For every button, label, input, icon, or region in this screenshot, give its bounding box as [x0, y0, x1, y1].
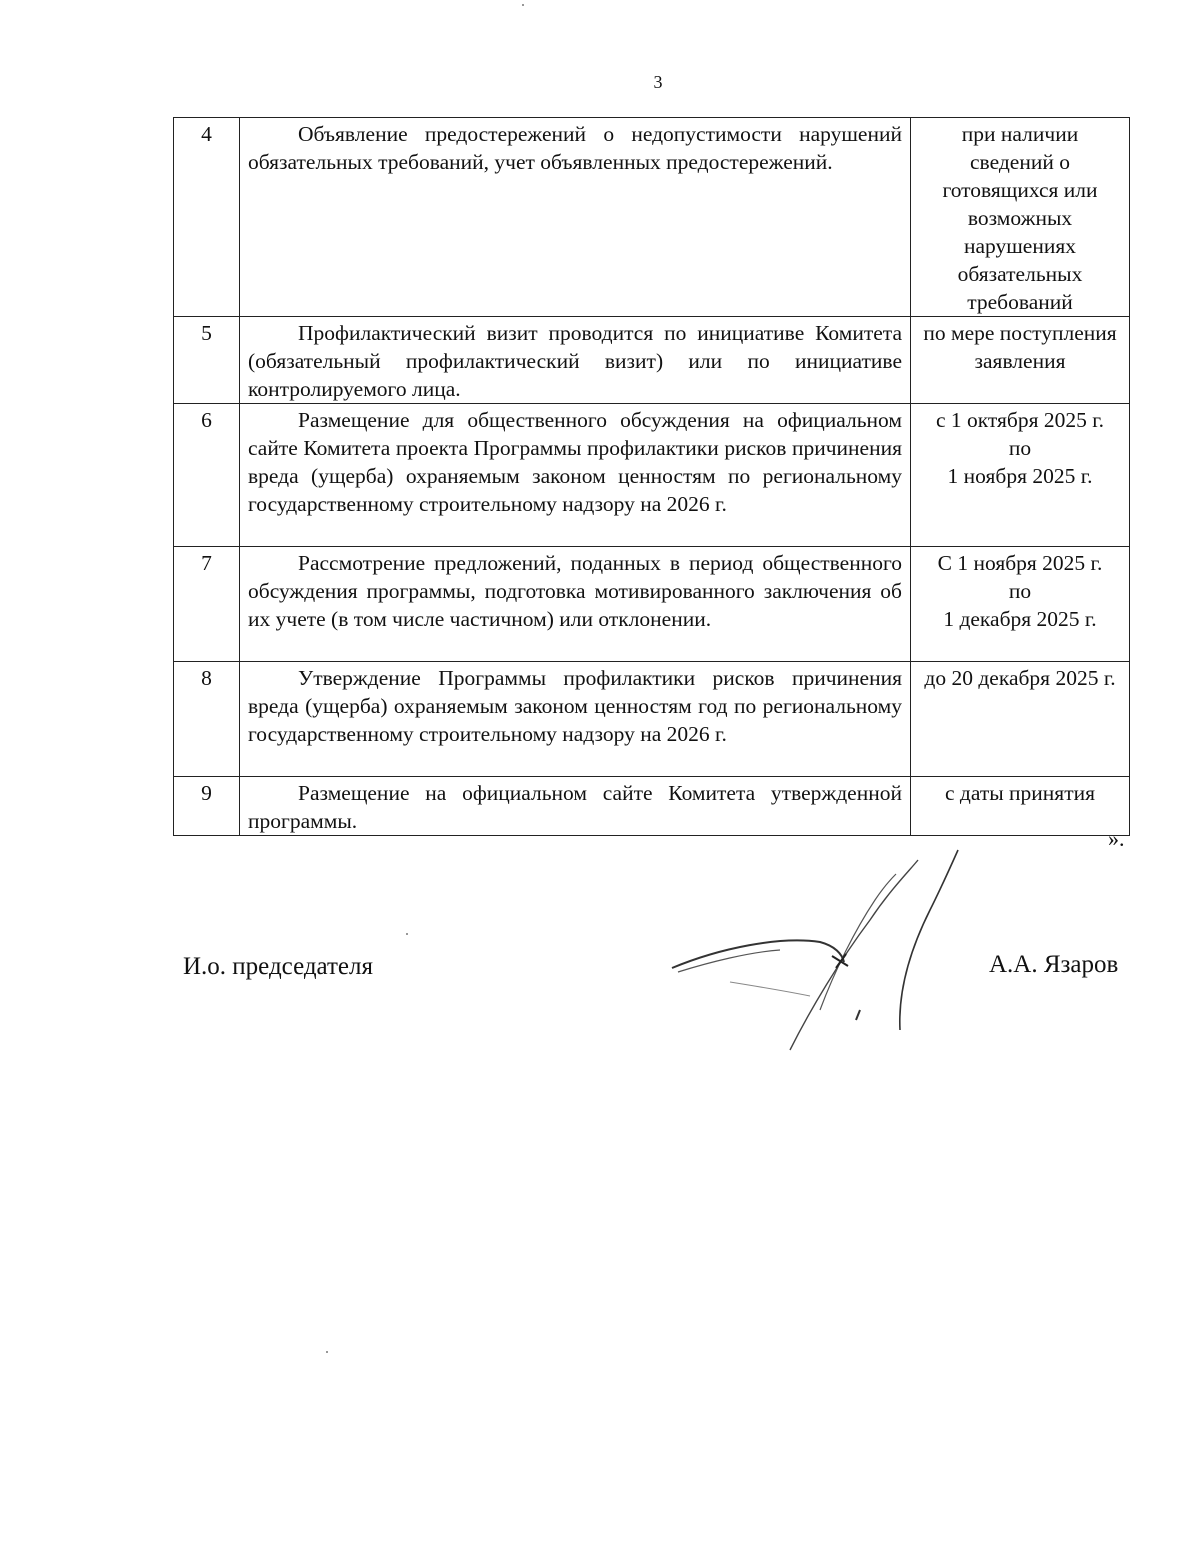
row-number: 9 [174, 777, 240, 836]
page-number: 3 [653, 72, 663, 92]
row-term: при наличии сведений о готовящихся или возможных нарушениях обязательных требований [911, 118, 1130, 317]
scan-speck [326, 1351, 328, 1353]
signatory-position: И.о. председателя [183, 953, 374, 980]
closing-quote: ». [1108, 826, 1125, 851]
row-description: Профилактический визит проводится по инициативе Комитета (обязательный профилактический визит) или по инициативе контролируемого лица. [240, 317, 911, 404]
term-end: 1 декабря 2025 г. [943, 607, 1097, 631]
row-number: 8 [174, 662, 240, 777]
table-row [174, 547, 1130, 662]
row-description: Объявление предостережений о недопустимости нарушений обязательных требований, учет объявленных предостережений. [240, 118, 911, 317]
row-term [911, 404, 1130, 547]
row-number: 5 [174, 317, 240, 404]
row-term: до 20 декабря 2025 г. [911, 662, 1130, 777]
row-description: Рассмотрение предложений, поданных в период общественного обсуждения программы, подготовка мотивированного заключения об их учете (в том числе частичном) или отклонении. [240, 547, 911, 662]
row-number: 4 [174, 118, 240, 317]
term-start: С 1 ноября 2025 г. [937, 551, 1103, 575]
row-term [911, 547, 1130, 662]
handwritten-signature [660, 840, 980, 1060]
row-description: Утверждение Программы профилактики рисков причинения вреда (ущерба) охраняемым законом ценностям год по региональному государственному строительному надзору на 2026 г. [240, 662, 911, 777]
term-separator: по [1008, 579, 1032, 603]
row-number: 7 [174, 547, 240, 662]
scan-speck [522, 4, 524, 6]
row-description: Размещение на официальном сайте Комитета утвержденной программы. [240, 777, 911, 836]
table-row [174, 662, 1130, 777]
table-row [174, 118, 1130, 317]
table-row [174, 777, 1130, 836]
row-term: по мере поступления заявления [911, 317, 1130, 404]
row-term: с даты принятия [911, 777, 1130, 836]
signatory-name: А.А. Язаров [989, 951, 1119, 978]
table-row [174, 404, 1130, 547]
scan-speck [406, 933, 408, 935]
row-description: Размещение для общественного обсуждения на официальном сайте Комитета проекта Программы профилактики рисков причинения вреда (ущерба) охраняемым законом ценностям по региональному государственному строительному надзору на 2026 г. [240, 404, 911, 547]
term-start: с 1 октября 2025 г. [935, 408, 1105, 432]
term-end: 1 ноября 2025 г. [947, 464, 1093, 488]
row-number: 6 [174, 404, 240, 547]
term-separator: по [1008, 436, 1032, 460]
table-row [174, 317, 1130, 404]
activities-table [173, 117, 1130, 836]
